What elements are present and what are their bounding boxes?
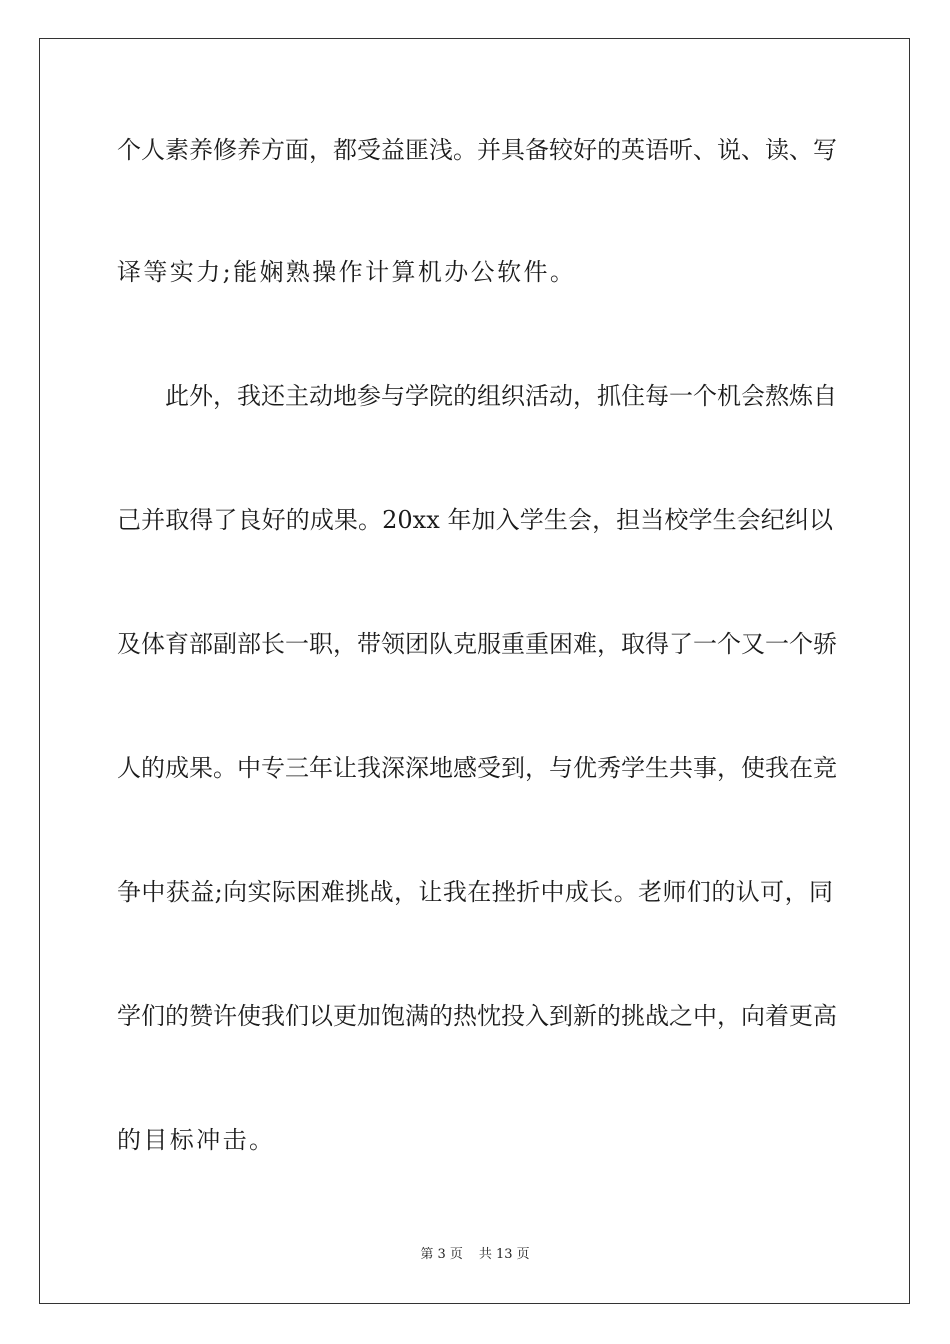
text-line-8: 学们的赞许使我们以更加饱满的热忱投入到新的挑战之中，向着更高 xyxy=(117,1002,837,1030)
total-pages: 共 13 页 xyxy=(478,1247,530,1262)
text-line-4: 己并取得了良好的成果。20xx 年加入学生会，担当校学生会纪纠以 xyxy=(117,506,833,534)
page-footer xyxy=(0,1247,950,1263)
page-border xyxy=(39,38,910,1304)
text-line-1: 个人素养修养方面，都受益匪浅。并具备较好的英语听、说、读、写 xyxy=(117,136,837,164)
text-line-6: 人的成果。中专三年让我深深地感受到，与优秀学生共事，使我在竞 xyxy=(117,754,837,782)
text-line-7: 争中获益;向实际困难挑战，让我在挫折中成长。老师们的认可，同 xyxy=(117,878,833,906)
text-line-9: 的目标冲击。 xyxy=(117,1126,276,1154)
text-line-2: 译等实力;能娴熟操作计算机办公软件。 xyxy=(117,258,577,286)
text-line-5: 及体育部副部长一职，带领团队克服重重困难，取得了一个又一个骄 xyxy=(117,630,837,658)
page-number: 第 3 页 xyxy=(420,1247,463,1262)
text-line-3: 此外，我还主动地参与学院的组织活动，抓住每一个机会熬炼自 xyxy=(165,382,837,410)
